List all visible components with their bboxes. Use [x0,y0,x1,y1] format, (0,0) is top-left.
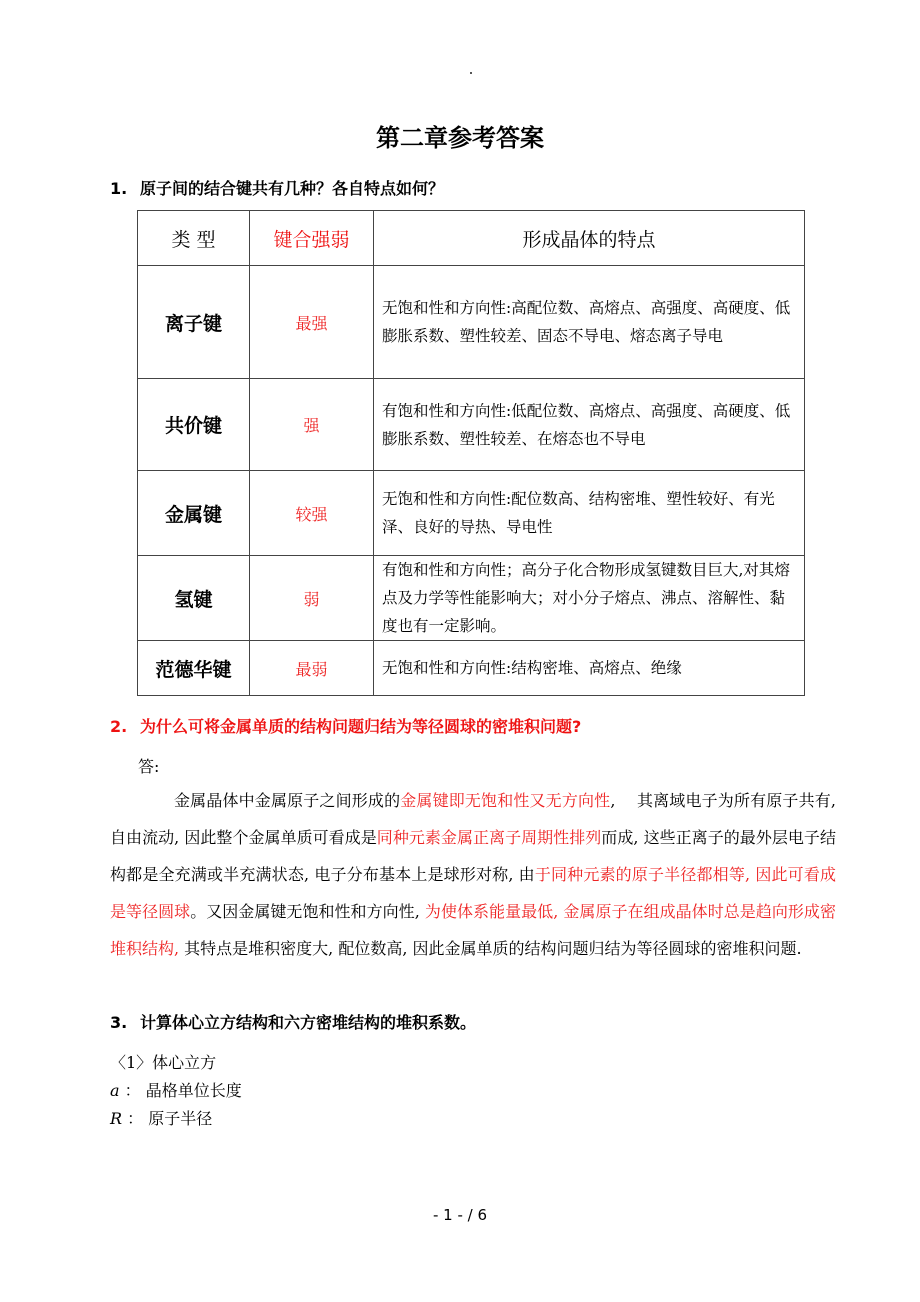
bond-features: 有饱和性和方向性:低配位数、高熔点、高强度、高硬度、低膨胀系数、塑性较差、在熔态也不导电 [374,379,805,471]
table-row [138,641,805,696]
bond-type: 离子键 [138,266,250,379]
bond-type: 氢键 [138,556,250,641]
separator: ： [119,1081,141,1100]
table-row [138,266,805,379]
question-number: 3. [110,1013,128,1032]
definition-a [110,1078,242,1101]
answer-text: 而成, 这些正离子的最外层电子结构都是全充满或半充满状态, 电子分布基本上是球形对称, 由 [110,828,836,884]
answer-label: 答: [138,757,160,776]
question-1 [110,176,444,199]
question-number: 2. [110,717,128,736]
answer-highlight: 为使体系能量最低, 金属原子在组成晶体时总是趋向形成密堆积结构, [110,902,836,958]
question-text: 为什么可将金属单质的结构问题归结为等径圆球的密堆积问题? [140,717,582,736]
bond-features: 无饱和性和方向性:高配位数、高熔点、高强度、高硬度、低膨胀系数、塑性较差、固态不导电、熔态离子导电 [374,266,805,379]
bond-strength: 最强 [250,266,374,379]
table-header-row [138,211,805,266]
bond-type: 共价键 [138,379,250,471]
question-text: 原子间的结合键共有几种？各自特点如何？ [140,179,445,198]
table-row [138,556,805,641]
symbol: R [110,1109,123,1128]
definition-text: 原子半径 [148,1109,213,1128]
page-number: - 1 - / 6 [432,1206,488,1224]
question-number: 1. [110,179,128,198]
answer-highlight: 于同种元素的原子半径都相等, 因此可看成是等径圆球 [110,865,836,921]
bond-type: 金属键 [138,471,250,556]
separator: ： [122,1109,144,1128]
bond-strength: 较强 [250,471,374,556]
definition-r [110,1106,212,1129]
bond-type: 范德华键 [138,641,250,696]
question-3 [110,1010,476,1033]
question-2 [110,714,581,737]
table-row [138,471,805,556]
bond-features: 无饱和性和方向性:结构密堆、高熔点、绝缘 [374,641,805,696]
answer-paragraph [110,782,836,967]
answer-highlight: 同种元素金属正离子周期性排列 [376,828,602,847]
question-text: 计算体心立方结构和六方密堆结构的堆积系数。 [140,1013,477,1032]
definition-text: 晶格单位长度 [145,1081,242,1100]
bond-types-table [137,210,805,696]
bond-strength: 最弱 [250,641,374,696]
answer-text: 金属晶体中金属原子之间形成的 [174,791,401,810]
header-type: 类 型 [138,211,250,266]
answer-text: 其特点是堆积密度大, 配位数高, 因此金属单质的结构问题归结为等径圆球的密堆积问题. [179,939,802,958]
bond-features: 无饱和性和方向性:配位数高、结构密堆、塑性较好、有光泽、良好的导热、导电性 [374,471,805,556]
header-dot [470,72,472,74]
header-strength: 键合强弱 [250,211,374,266]
page-title: 第二章参考答案 [376,124,544,152]
header-features: 形成晶体的特点 [374,211,805,266]
answer-text: , 其离域电子为所有原子共有, 自由流动, 因此整个金属单质可看成是 [110,791,836,847]
bond-features: 有饱和性和方向性；高分子化合物形成氢键数目巨大,对其熔点及力学等性能影响大；对小分子熔点、沸点、溶解性、黏度也有一定影响。 [374,556,805,641]
sub-heading: 〈1〉体心立方 [110,1053,217,1072]
bond-strength: 弱 [250,556,374,641]
answer-text: 。又因金属键无饱和性和方向性, [190,902,425,921]
answer-highlight: 金属键即无饱和性又无方向性 [400,791,611,810]
table-row [138,379,805,471]
symbol: a [110,1081,120,1100]
bond-strength: 强 [250,379,374,471]
